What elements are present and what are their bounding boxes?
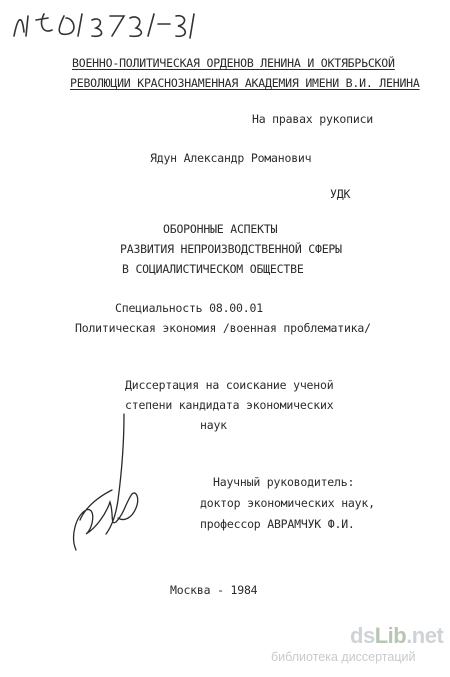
author-name: Ядун Александр Романович — [150, 151, 312, 165]
title-line-3: В СОЦИАЛИСТИЧЕСКОМ ОБЩЕСТВЕ — [122, 262, 304, 276]
supervisor-line-1: Научный руководитель: — [213, 475, 355, 489]
specialty-line-1: Специальность 08.00.01 — [115, 301, 263, 315]
header-line-1: ВОЕННО-ПОЛИТИЧЕСКАЯ ОРДЕНОВ ЛЕНИНА И ОКТЯБРЬСКОЙ — [72, 56, 395, 70]
dissertation-line-1: Диссертация на соискание ученой — [125, 378, 334, 392]
udk-label: УДК — [330, 187, 351, 201]
dissertation-line-2: степени кандидата экономических — [125, 398, 334, 412]
logo-part-ds: ds — [350, 623, 375, 648]
title-line-2: РАЗВИТИЯ НЕПРОИЗВОДСТВЕННОЙ СФЕРЫ — [120, 242, 342, 256]
header-line-2: РЕВОЛЮЦИИ КРАСНОЗНАМЕННАЯ АКАДЕМИЯ ИМЕНИ В.И. ЛЕНИНА — [70, 76, 420, 90]
handwritten-shelf-mark — [8, 6, 203, 44]
handwritten-signature — [66, 410, 144, 558]
dslib-logo — [350, 623, 443, 649]
dslib-tagline: библиотека диссертаций — [271, 650, 416, 664]
supervisor-line-2: доктор экономических наук, — [200, 496, 375, 510]
supervisor-line-3: профессор АВРАМЧУК Ф.И. — [200, 517, 355, 531]
manuscript-rights: На правах рукописи — [252, 112, 374, 126]
city-year: Москва - 1984 — [170, 583, 258, 597]
logo-part-lib: Lib — [374, 623, 407, 648]
specialty-line-2: Политическая экономия /военная проблематика/ — [75, 321, 371, 335]
title-line-1: ОБОРОННЫЕ АСПЕКТЫ — [163, 222, 278, 236]
dissertation-line-3: наук — [200, 418, 227, 432]
logo-part-net: .net — [406, 623, 444, 648]
